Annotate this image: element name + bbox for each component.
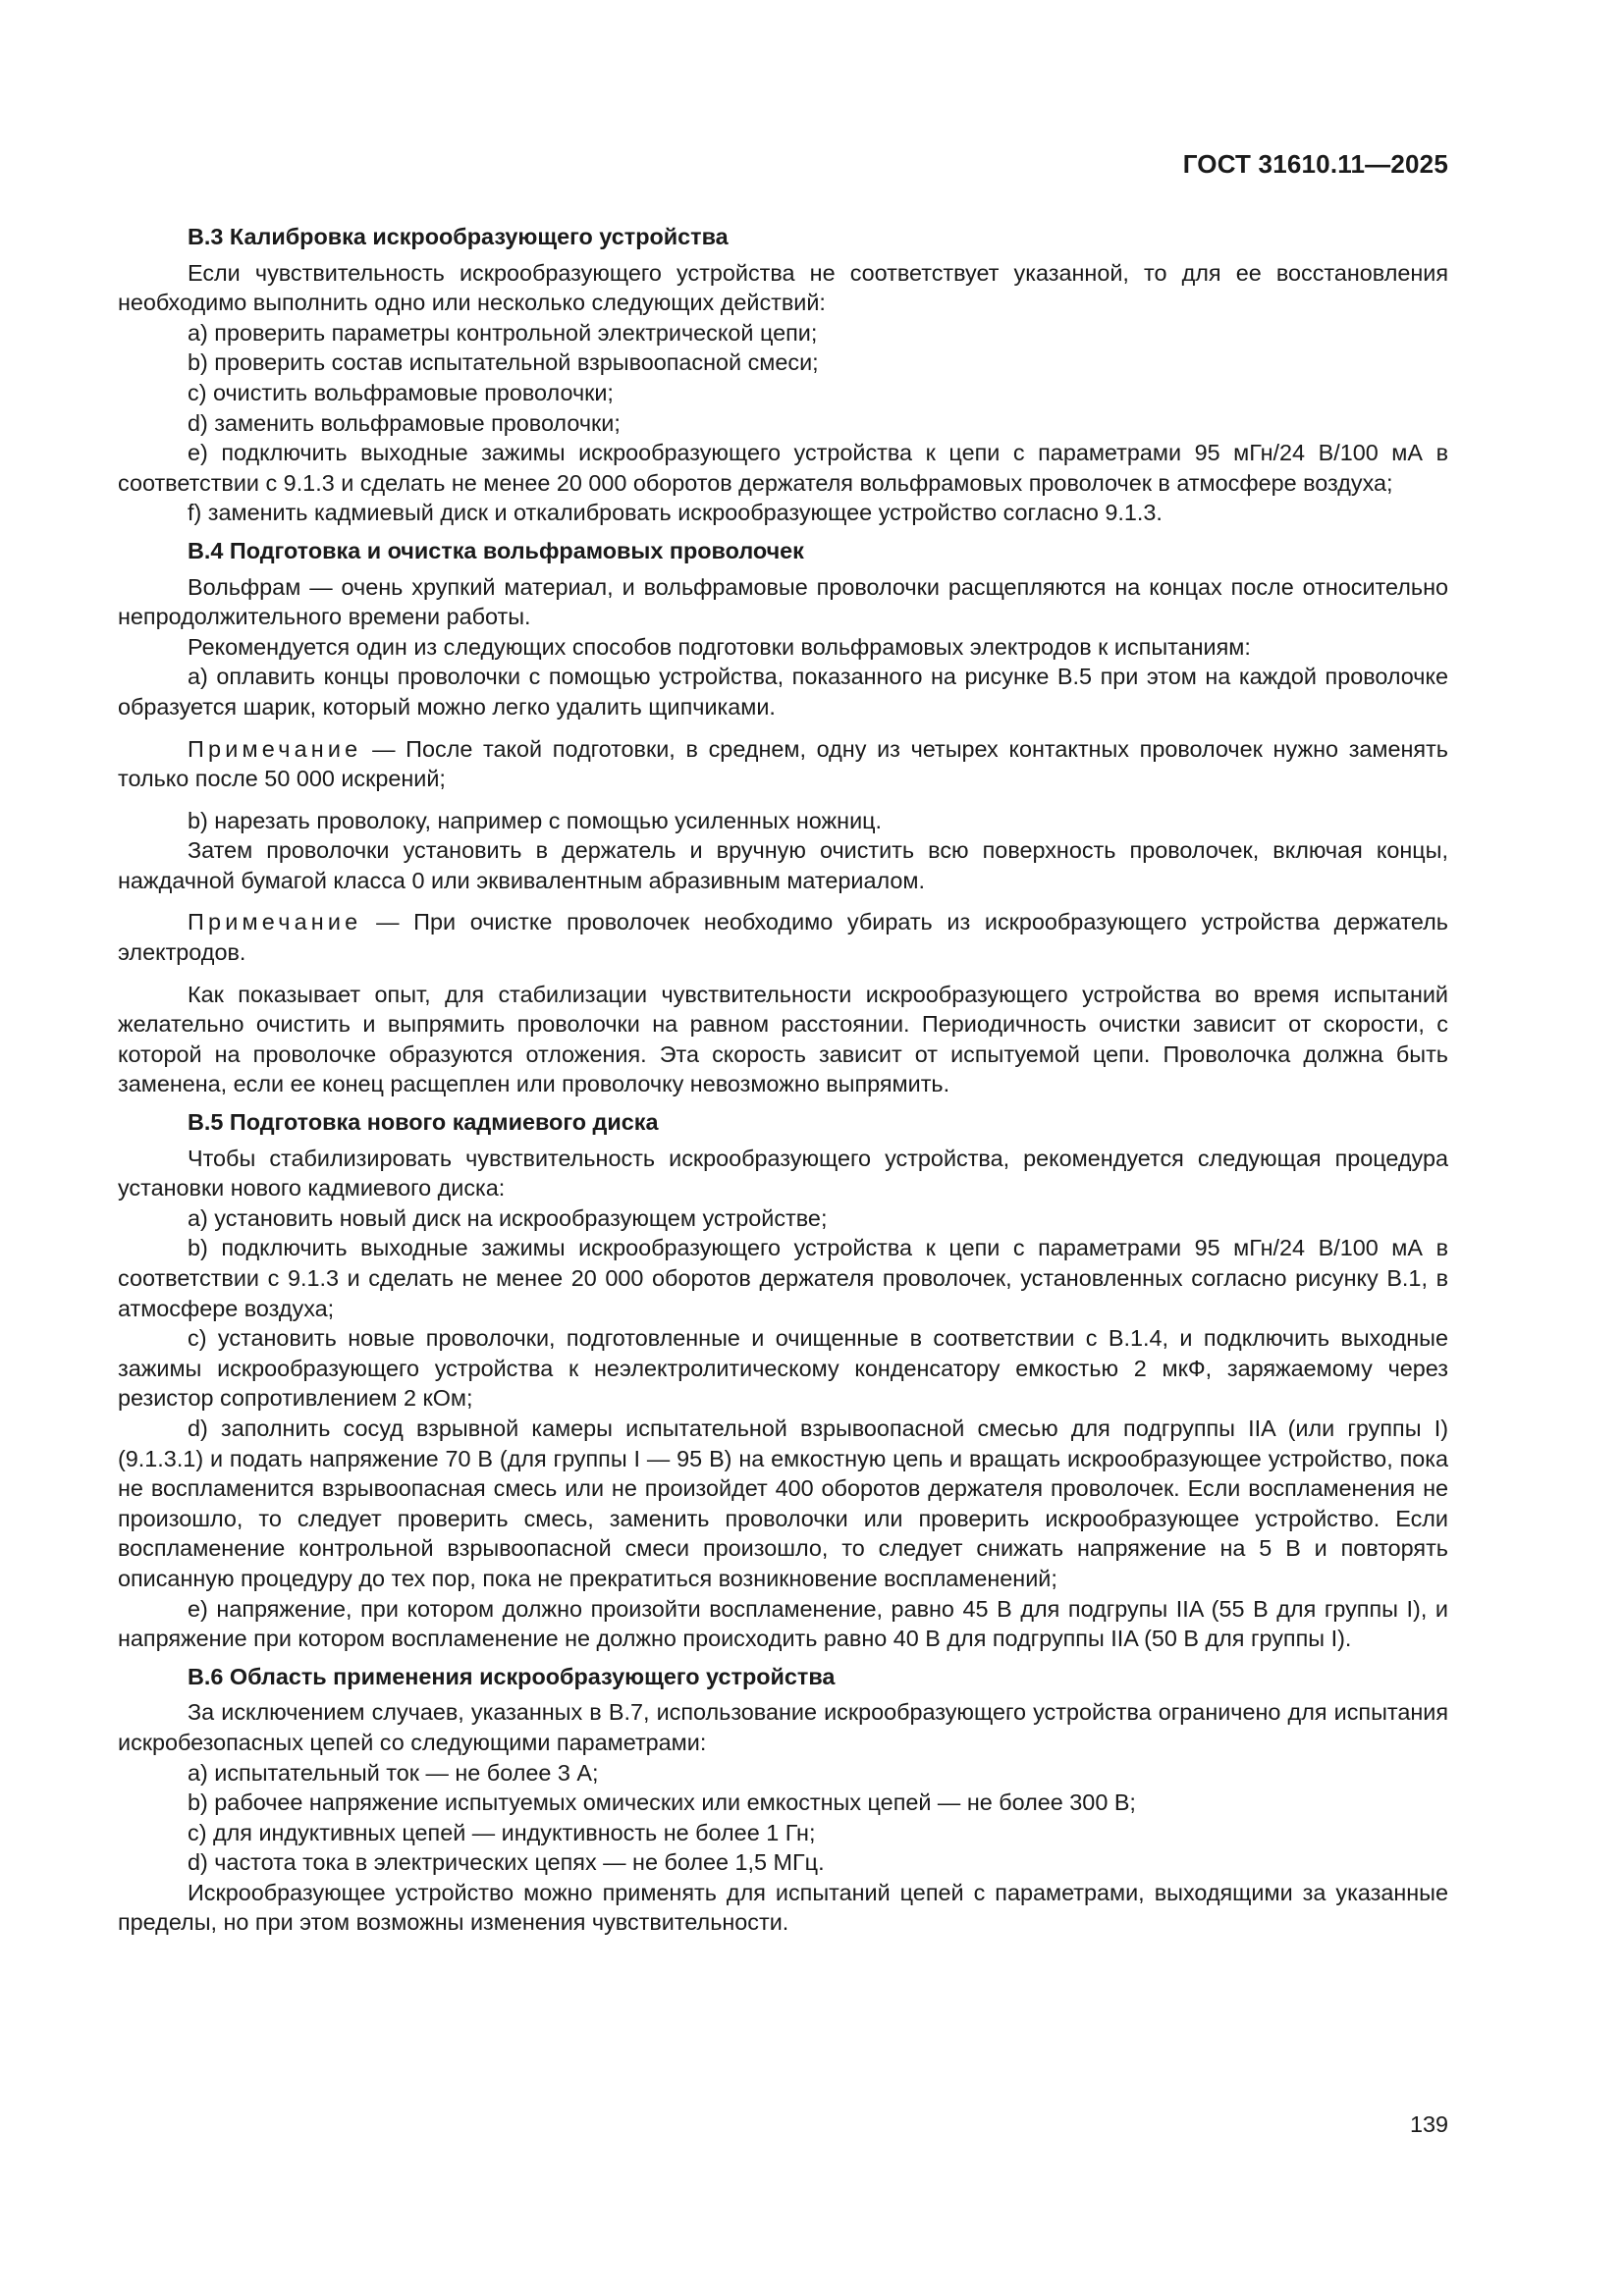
section-b3 — [118, 222, 1448, 528]
note — [118, 907, 1448, 967]
document-page — [118, 0, 1448, 2296]
section-b6 — [118, 1662, 1448, 1938]
list-item: b) нарезать проволоку, например с помощью усиленных ножниц. — [188, 807, 883, 833]
paragraph: Как показывает опыт, для стабилизации чувствительности искрообразующего устройства во время испытаний желательно очистить и выпрямить проволочки на равном расстоянии. Периодичность очистки зависит от скорости, с которой на проволочке образуются отложения. Эта скорость зависит от испытуемой цепи. Проволочка должна быть заменена, если ее конец расщеплен или проволочку невозможно выпрямить. — [118, 981, 1448, 1097]
paragraph: Искрообразующее устройство можно применять для испытаний цепей с параметрами, выходящими за указанные пределы, но при этом возможны изменения чувствительности. — [118, 1879, 1448, 1936]
list-item: e) напряжение, при котором должно произойти воспламенение, равно 45 В для подгрупы IIA (55 В для группы I), и напряжение при котором воспламенение не должно происходить равно 40 В для подгруппы IIA (50 В для группы I). — [118, 1595, 1448, 1652]
list-item: b) проверить состав испытательной взрывоопасной смеси; — [188, 349, 819, 376]
paragraph: Вольфрам — очень хрупкий материал, и вольфрамовые проволочки расщепляются на концах после относительно непродолжительного времени работы. — [118, 573, 1448, 630]
section-title: В.4 Подготовка и очистка вольфрамовых проволочек — [188, 537, 804, 563]
paragraph: Если чувствительность искрообразующего устройства не соответствует указанной, то для ее восстановления необходимо выполнить одно или несколько следующих действий: — [118, 259, 1448, 316]
note-label: Примечание — [188, 735, 362, 762]
note-text: — После такой подготовки, в среднем, одну из четырех контактных проволочек нужно заменять только после 50 000 искрений; — [118, 735, 1448, 792]
list-item: a) установить новый диск на искрообразующем устройстве; — [188, 1204, 828, 1231]
paragraph: Чтобы стабилизировать чувствительность искрообразующего устройства, рекомендуется следующая процедура установки нового кадмиевого диска: — [118, 1145, 1448, 1201]
section-title: В.5 Подготовка нового кадмиевого диска — [188, 1109, 659, 1136]
list-item: e) подключить выходные зажимы искрообразующего устройства к цепи с параметрами 95 мГн/24 В/100 мА в соответствии с 9.1.3 и сделать не менее 20 000 оборотов держателя вольфрамовых проволочек в атмосфере воздуха; — [118, 440, 1448, 496]
section-b4 — [118, 536, 1448, 1099]
list-item: c) установить новые проволочки, подготовленные и очищенные в соответствии с В.1.4, и подключить выходные зажимы искрообразующего устройства к неэлектролитическому конденсатору емкостью 2 мкФ, заряжаемому через резистор сопротивлением 2 кОм; — [118, 1325, 1448, 1412]
note-label: Примечание — [188, 909, 362, 935]
list-item: a) оплавить концы проволочки с помощью устройства, показанного на рисунке В.5 при этом на каждой проволочке образуется шарик, который можно легко удалить щипчиками. — [118, 664, 1448, 720]
section-b5 — [118, 1107, 1448, 1654]
page-number: 139 — [1409, 2111, 1448, 2137]
list-item: f) заменить кадмиевый диск и откалибровать искрообразующее устройство согласно 9.1.3. — [188, 500, 1163, 526]
note — [118, 734, 1448, 794]
list-item: a) проверить параметры контрольной электрической цепи; — [188, 319, 818, 346]
list-item: c) очистить вольфрамовые проволочки; — [188, 379, 614, 405]
paragraph: Рекомендуется один из следующих способов подготовки вольфрамовых электродов к испытаниям: — [188, 633, 1251, 660]
paragraph: За исключением случаев, указанных в В.7, использование искрообразующего устройства ограничено для испытания искробезопасных цепей со следующими параметрами: — [118, 1699, 1448, 1755]
paragraph: Затем проволочки установить в держатель и вручную очистить всю поверхность проволочек, включая концы, наждачной бумагой класса 0 или эквивалентным абразивным материалом. — [118, 837, 1448, 893]
document-body — [118, 222, 1448, 1938]
list-item: d) заполнить сосуд взрывной камеры испытательной взрывоопасной смесью для подгруппы IIA (или группы I) (9.1.3.1) и подать напряжение 70 В (для группы I — 95 В) на емкостную цепь и вращать искрообразующее устройство, пока не воспламенится взрывоопасная смесь или не произойдет 400 оборотов держателя проволочек. Если воспламенения не произошло, то следует проверить смесь, заменить проволочки или проверить искрообразующее устройство. Если воспламенение контрольной взрывоопасной смеси произошло, то следует снижать напряжение на 5 В и повторять описанную процедуру до тех пор, пока не прекратиться возникновение воспламенений; — [118, 1415, 1448, 1591]
list-item: d) частота тока в электрических цепях — не более 1,5 МГц. — [188, 1849, 825, 1876]
list-item: b) подключить выходные зажимы искрообразующего устройства к цепи с параметрами 95 мГн/24 В/100 мА в соответствии с 9.1.3 и сделать не менее 20 000 оборотов держателя проволочек, установленных согласно рисунку В.1, в атмосфере воздуха; — [118, 1235, 1448, 1321]
list-item: a) испытательный ток — не более 3 А; — [188, 1759, 599, 1786]
section-title: В.6 Область применения искрообразующего устройства — [188, 1663, 836, 1689]
list-item: c) для индуктивных цепей — индуктивность не более 1 Гн; — [188, 1819, 816, 1845]
section-title: В.3 Калибровка искрообразующего устройства — [188, 224, 729, 249]
standard-designation: ГОСТ 31610.11—2025 — [1182, 149, 1448, 179]
list-item: b) рабочее напряжение испытуемых омических или емкостных цепей — не более 300 В; — [188, 1789, 1136, 1816]
note-text: — При очистке проволочек необходимо убирать из искрообразующего устройства держатель электродов. — [118, 909, 1448, 966]
list-item: d) заменить вольфрамовые проволочки; — [188, 409, 621, 436]
